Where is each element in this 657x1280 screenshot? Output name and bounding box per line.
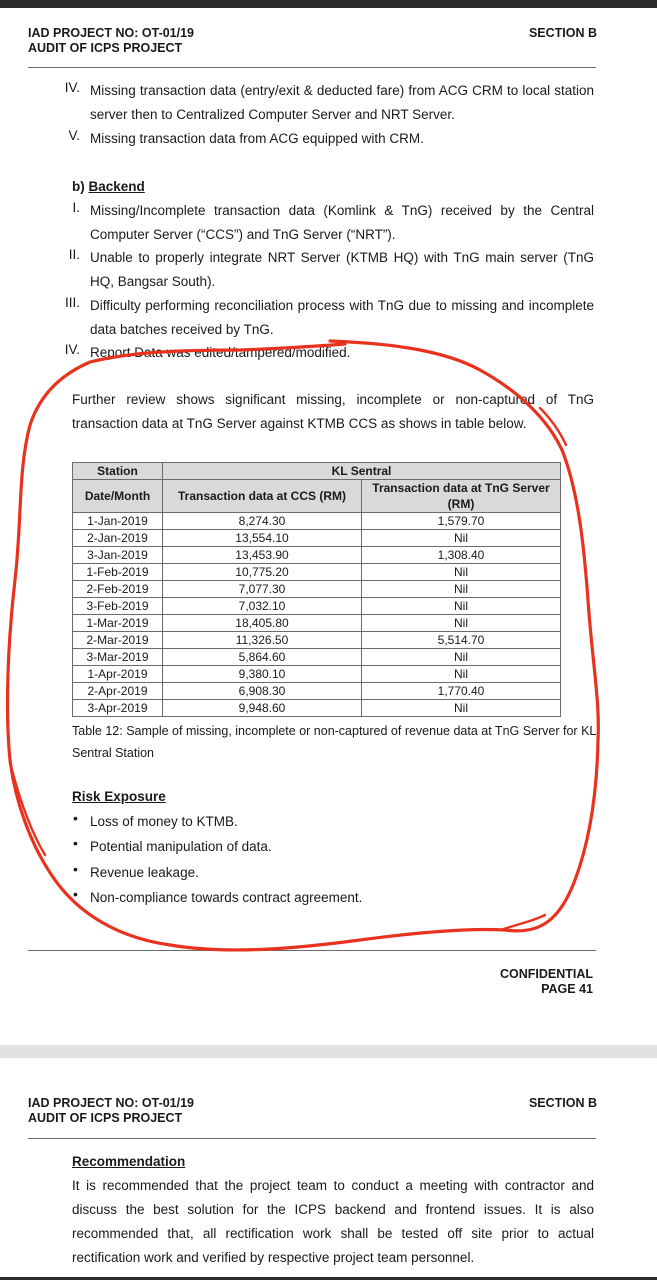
cell-date: 2-Jan-2019 <box>73 530 163 547</box>
table-caption: Table 12: Sample of missing, incomplete or non-captured of revenue data at TnG Server for KL Sentral Station <box>72 724 596 760</box>
risk-heading: Risk Exposure <box>72 789 166 804</box>
project-name: AUDIT OF ICPS PROJECT <box>28 41 183 55</box>
cell-ccs-amount: 13,453.90 <box>163 547 362 564</box>
cell-tng-amount: 1,579.70 <box>362 513 561 530</box>
cell-tng-amount: Nil <box>362 666 561 683</box>
bullet-icon: • <box>73 835 78 851</box>
list-number: I. <box>72 200 80 215</box>
list-item: Report Data was edited/tampered/modified. <box>90 345 351 360</box>
cell-ccs-amount: 8,274.30 <box>163 513 362 530</box>
page-header-left <box>28 26 194 56</box>
list-number: V. <box>68 128 80 143</box>
table-row <box>73 700 561 717</box>
table-header-row <box>73 480 561 513</box>
cell-date: 1-Feb-2019 <box>73 564 163 581</box>
cell-tng-amount: Nil <box>362 564 561 581</box>
risk-item: Potential manipulation of data. <box>90 839 272 854</box>
bullet-icon: • <box>73 861 78 877</box>
page-gap <box>0 1045 657 1058</box>
cell-ccs-amount: 6,908.30 <box>163 683 362 700</box>
recommendation-heading: Recommendation <box>72 1154 186 1169</box>
cell-tng-amount: Nil <box>362 649 561 666</box>
list-number: III. <box>64 295 80 310</box>
cell-ccs-amount: 13,554.10 <box>163 530 362 547</box>
transaction-table <box>72 462 561 717</box>
backend-title: Backend <box>88 179 145 194</box>
page-footer <box>500 967 593 997</box>
top-bar <box>0 0 657 8</box>
table-row <box>73 598 561 615</box>
list-number: IV. <box>64 342 80 357</box>
cell-tng-amount: Nil <box>362 700 561 717</box>
section-label: SECTION B <box>528 1096 597 1110</box>
header-rule <box>28 67 596 68</box>
header-rule <box>28 1138 596 1139</box>
list-number: IV. <box>64 80 80 95</box>
cell-date: 3-Apr-2019 <box>73 700 163 717</box>
backend-heading <box>72 175 145 199</box>
table-row <box>73 632 561 649</box>
cell-ccs-amount: 18,405.80 <box>163 615 362 632</box>
project-number: IAD PROJECT NO: OT-01/19 <box>28 1096 195 1110</box>
review-paragraph: Further review shows significant missing, incomplete or non-captured of TnG transaction data at TnG Server against KTMB CCS as shows in table below. <box>72 392 594 431</box>
cell-date: 2-Mar-2019 <box>73 632 163 649</box>
cell-tng-amount: Nil <box>362 581 561 598</box>
recommendation-text: It is recommended that the project team to conduct a meeting with contractor and discuss the best solution for the ICPS backend and frontend issues. It is also recommended that, all rectification work shall be tested off site prior to actual rectification work and verified by respective project team personnel. <box>72 1178 594 1265</box>
column-header-tng: Transaction data at TnG Server (RM) <box>362 480 561 513</box>
cell-tng-amount: Nil <box>362 598 561 615</box>
list-item: Difficulty performing reconciliation process with TnG due to missing and incomplete data batches received by TnG. <box>90 298 594 337</box>
project-number: IAD PROJECT NO: OT-01/19 <box>28 26 195 40</box>
list-item: Missing transaction data (entry/exit & deducted fare) from ACG CRM to local station server then to Centralized Computer Server and NRT Server. <box>90 83 594 122</box>
column-header-ccs: Transaction data at CCS (RM) <box>163 480 362 513</box>
cell-date: 3-Feb-2019 <box>73 598 163 615</box>
list-item: Unable to properly integrate NRT Server (KTMB HQ) with TnG main server (TnG HQ, Bangsar South). <box>90 250 594 289</box>
project-name: AUDIT OF ICPS PROJECT <box>28 1111 183 1125</box>
risk-item: Loss of money to KTMB. <box>90 814 238 829</box>
table-row <box>73 615 561 632</box>
cell-ccs-amount: 9,380.10 <box>163 666 362 683</box>
cell-ccs-amount: 9,948.60 <box>163 700 362 717</box>
cell-date: 2-Apr-2019 <box>73 683 163 700</box>
cell-ccs-amount: 10,775.20 <box>163 564 362 581</box>
page-number: PAGE 41 <box>541 982 593 996</box>
cell-date: 3-Jan-2019 <box>73 547 163 564</box>
cell-tng-amount: Nil <box>362 615 561 632</box>
cell-ccs-amount: 7,032.10 <box>163 598 362 615</box>
bullet-icon: • <box>73 810 78 826</box>
risk-item: Non-compliance towards contract agreement. <box>90 890 363 905</box>
table-body <box>73 513 561 717</box>
cell-tng-amount: 5,514.70 <box>362 632 561 649</box>
column-header-date: Date/Month <box>73 480 163 513</box>
cell-ccs-amount: 7,077.30 <box>163 581 362 598</box>
confidential-label: CONFIDENTIAL <box>499 967 593 981</box>
cell-date: 1-Mar-2019 <box>73 615 163 632</box>
table-row <box>73 683 561 700</box>
table-row <box>73 547 561 564</box>
footer-rule <box>28 950 596 951</box>
cell-date: 2-Feb-2019 <box>73 581 163 598</box>
list-item: Missing/Incomplete transaction data (Komlink & TnG) received by the Central Computer Server (“CCS”) and TnG Server (“NRT”). <box>90 203 594 242</box>
list-item: Missing transaction data from ACG equipped with CRM. <box>90 131 424 146</box>
station-label: Station <box>73 463 163 480</box>
backend-prefix: b) <box>72 179 85 194</box>
cell-tng-amount: 1,308.40 <box>362 547 561 564</box>
page-header-left <box>28 1096 194 1126</box>
cell-tng-amount: Nil <box>362 530 561 547</box>
list-number: II. <box>68 247 80 262</box>
table-row <box>73 564 561 581</box>
risk-item: Revenue leakage. <box>90 865 199 880</box>
bullet-icon: • <box>73 886 78 902</box>
cell-ccs-amount: 5,864.60 <box>163 649 362 666</box>
table-row <box>73 649 561 666</box>
cell-date: 3-Mar-2019 <box>73 649 163 666</box>
cell-date: 1-Apr-2019 <box>73 666 163 683</box>
section-label: SECTION B <box>528 26 597 40</box>
cell-date: 1-Jan-2019 <box>73 513 163 530</box>
cell-ccs-amount: 11,326.50 <box>163 632 362 649</box>
table-header-row <box>73 463 561 480</box>
table-row <box>73 581 561 598</box>
cell-tng-amount: 1,770.40 <box>362 683 561 700</box>
table-row <box>73 530 561 547</box>
table-row <box>73 666 561 683</box>
table-row <box>73 513 561 530</box>
station-name: KL Sentral <box>163 463 561 480</box>
